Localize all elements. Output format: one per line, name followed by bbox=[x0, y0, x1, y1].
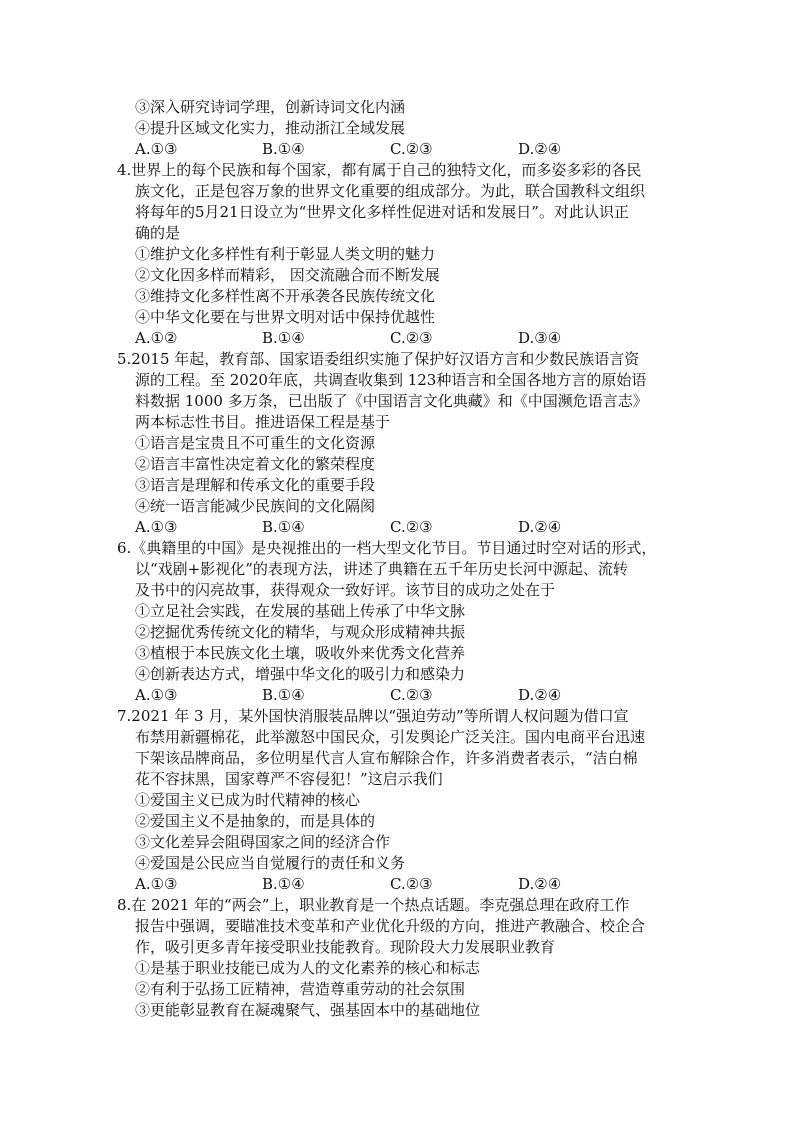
q8-stem-line-2: 报告中强调，要瞄准技术变革和产业优化升级的方向，推进产教融合、校企合 bbox=[135, 917, 646, 935]
q6-stem-line-3: 及书中的闪亮故事，获得观众一致好评。该节目的成功之处在于 bbox=[135, 581, 556, 599]
q7-option-b: B.①④ bbox=[262, 875, 305, 893]
q6-stem-line-2: 以“戏剧+影视化”的表现方法，讲述了典籍在五千年历史长河中源起、流转 bbox=[135, 560, 628, 578]
q3-item-4: ④提升区域文化实力，推动浙江全域发展 bbox=[135, 119, 406, 137]
q5-stem-line-1: 5.2015 年起，教育部、国家语委组织实施了保护好汉语方言和少数民族语言资 bbox=[117, 350, 640, 368]
q8-stem-line-1: 8.在 2021 年的“两会”上，职业教育是一个热点话题。李克强总理在政府工作 bbox=[117, 896, 630, 914]
q4-stem-line-3: 将每年的5月21日设立为“世界文化多样性促进对话和发展日”。对此认识正 bbox=[135, 203, 629, 221]
q6-stem-line-1: 6.《典籍里的中国》是央视推出的一档大型文化节目。节目通过时空对话的形式， bbox=[117, 539, 657, 557]
q6-item-3: ③植根于本民族文化土壤，吸收外来优秀文化营养 bbox=[135, 644, 466, 662]
q5-stem-line-2: 源的工程。至 2020年底，共调查收集到 123种语言和全国各地方言的原始语 bbox=[135, 371, 647, 389]
q7-item-2: ②爱国主义不是抽象的，而是具体的 bbox=[135, 812, 376, 830]
q5-option-a: A.①③ bbox=[135, 518, 178, 536]
q3-option-a: A.①③ bbox=[135, 140, 178, 158]
q6-option-a: A.①③ bbox=[135, 686, 178, 704]
q4-option-a: A.①② bbox=[135, 329, 178, 347]
q6-item-1: ①立足社会实践，在发展的基础上传承了中华文脉 bbox=[135, 602, 466, 620]
q4-stem-line-1: 4.世界上的每个民族和每个国家，都有属于自己的独特文化，而多姿多彩的各民 bbox=[117, 161, 642, 179]
q7-stem-line-4: 花不容抹黑，国家尊严不容侵犯！”这启示我们 bbox=[135, 770, 443, 788]
q3-option-d: D.②④ bbox=[518, 140, 562, 158]
q6-option-b: B.①④ bbox=[262, 686, 305, 704]
q3-option-c: C.②③ bbox=[390, 140, 433, 158]
q7-item-4: ④爱国是公民应当自觉履行的责任和义务 bbox=[135, 854, 406, 872]
q6-item-4: ④创新表达方式，增强中华文化的吸引力和感染力 bbox=[135, 665, 466, 683]
q4-item-3: ③维持文化多样性离不开承袭各民族传统文化 bbox=[135, 287, 436, 305]
q4-option-c: C.②③ bbox=[390, 329, 433, 347]
q5-item-2: ②语言丰富性决定着文化的繁荣程度 bbox=[135, 455, 376, 473]
q8-item-3: ③更能彰显教育在凝魂聚气、强基固本中的基础地位 bbox=[135, 1001, 481, 1019]
q4-option-d: D.③④ bbox=[518, 329, 562, 347]
q4-item-1: ①维护文化多样性有利于彰显人类文明的魅力 bbox=[135, 245, 436, 263]
q5-item-1: ①语言是宝贵且不可重生的文化资源 bbox=[135, 434, 376, 452]
q4-stem-line-2: 族文化，正是包容万象的世界文化重要的组成部分。为此，联合国教科文组织 bbox=[135, 182, 646, 200]
q5-option-c: C.②③ bbox=[390, 518, 433, 536]
q4-option-b: B.①④ bbox=[262, 329, 305, 347]
q7-option-a: A.①③ bbox=[135, 875, 178, 893]
q4-item-4: ④中华文化要在与世界文明对话中保持优越性 bbox=[135, 308, 436, 326]
q7-option-c: C.②③ bbox=[390, 875, 433, 893]
q8-stem-line-3: 作，吸引更多青年接受职业技能教育。现阶段大力发展职业教育 bbox=[135, 938, 556, 956]
q8-item-1: ①是基于职业技能已成为人的文化素养的核心和标志 bbox=[135, 959, 481, 977]
q7-item-3: ③文化差异会阻碍国家之间的经济合作 bbox=[135, 833, 391, 851]
q5-option-b: B.①④ bbox=[262, 518, 305, 536]
q3-item-3: ③深入研究诗词学理，创新诗词文化内涵 bbox=[135, 98, 406, 116]
q8-item-2: ②有利于弘扬工匠精神，营造尊重劳动的社会氛围 bbox=[135, 980, 466, 998]
q5-item-4: ④统一语言能减少民族间的文化隔阂 bbox=[135, 497, 376, 515]
q4-item-2: ②文化因多样而精彩， 因交流融合而不断发展 bbox=[135, 266, 440, 284]
q4-stem-line-4: 确的是 bbox=[135, 224, 181, 242]
q6-option-d: D.②④ bbox=[518, 686, 562, 704]
q5-item-3: ③语言是理解和传承文化的重要手段 bbox=[135, 476, 376, 494]
q5-stem-line-3: 料数据 1000 多万条，已出版了《中国语言文化典藏》和《中国濒危语言志》 bbox=[135, 392, 648, 410]
q7-item-1: ①爱国主义已成为时代精神的核心 bbox=[135, 791, 361, 809]
q3-option-b: B.①④ bbox=[262, 140, 305, 158]
q5-option-d: D.②④ bbox=[518, 518, 562, 536]
q5-stem-line-4: 两本标志性书目。推进语保工程是基于 bbox=[135, 413, 391, 431]
q7-stem-line-2: 布禁用新疆棉花，此举激怒中国民众，引发舆论广泛关注。国内电商平台迅速 bbox=[135, 728, 646, 746]
q7-option-d: D.②④ bbox=[518, 875, 562, 893]
q6-item-2: ②挖掘优秀传统文化的精华，与观众形成精神共振 bbox=[135, 623, 466, 641]
q7-stem-line-3: 下架该品牌商品，多位明星代言人宣布解除合作，许多消费者表示，“洁白棉 bbox=[135, 749, 638, 767]
q6-option-c: C.②③ bbox=[390, 686, 433, 704]
q7-stem-line-1: 7.2021 年 3 月，某外国快消服装品牌以“强迫劳动”等所谓人权问题为借口宣 bbox=[117, 707, 629, 725]
